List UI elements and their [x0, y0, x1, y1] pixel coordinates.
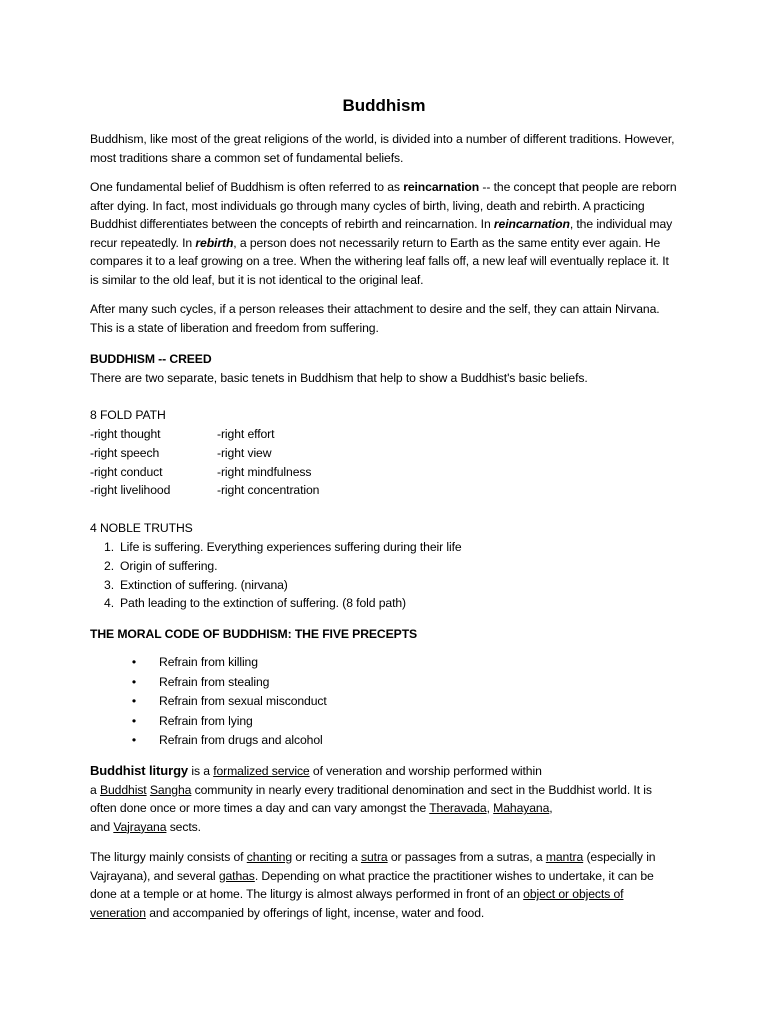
list-item: • Refrain from lying [90, 712, 680, 732]
bullet-icon: • [131, 713, 136, 728]
liturgy-paragraph-1: Buddhist liturgy is a formalized service of veneration and worship performed within a Buddhist Sangha community in nearly every traditional denomination and sect in the Buddhist world. It is often done once or more times a day and can vary amongst the Theravada, Mahayana, and Vajrayana sects. [90, 763, 652, 834]
term-reincarnation: reincarnation [403, 180, 480, 194]
list-item: 2. Origin of suffering. [104, 558, 218, 573]
creed-heading: BUDDHISM -- CREED [90, 352, 212, 366]
term-reincarnation-italic: reincarnation [493, 217, 570, 232]
intro-paragraph-3: After many such cycles, if a person releases their attachment to desire and the self, they can attain Nirvana. This is a state of liberation and freedom from suffering. [90, 302, 660, 335]
link-theravada[interactable]: Theravada [429, 801, 487, 816]
link-sangha[interactable]: Sangha [149, 782, 192, 797]
noble-truths-heading: 4 NOBLE TRUTHS [90, 521, 193, 535]
link-buddhist[interactable]: Buddhist [99, 782, 147, 797]
list-item: • Refrain from sexual misconduct [90, 692, 680, 712]
term-rebirth: rebirth [195, 235, 234, 250]
precepts-section [90, 625, 680, 751]
link-vajrayana[interactable]: Vajrayana [113, 819, 167, 834]
bullet-icon: • [131, 655, 136, 669]
precepts-list [90, 653, 680, 751]
intro-paragraph-1: Buddhism, like most of the great religions of the world, is divided into a number of different traditions. However, most traditions share a common set of fundamental beliefs. [90, 132, 675, 165]
list-item: 4. Path leading to the extinction of suffering. (8 fold path) [104, 596, 406, 611]
link-mahayana[interactable]: Mahayana [493, 801, 550, 816]
bullet-icon: • [131, 674, 136, 689]
link-formalized-service[interactable]: formalized service [213, 764, 310, 778]
precepts-heading: THE MORAL CODE OF BUDDHISM: THE FIVE PRECEPTS [90, 627, 418, 641]
noble-truths-section [90, 519, 680, 613]
creed-section [90, 350, 680, 387]
intro-paragraph-2: One fundamental belief of Buddhism is often referred to as reincarnation -- the concept that people are reborn after dying. In fact, most individuals go through many cycles of birth, living, death and rebirth. A practicing Buddhist differentiates between the concepts of rebirth and reincarnation. In reincarnation, the individual may recur repeatedly. In rebirth, a person does not necessarily return to Earth as the same entity ever again. He compares it to a leaf growing on a tree. When the withering leaf falls off, a new leaf will eventually replace it. It is similar to the old leaf, but it is not identical to the original leaf. [90, 180, 677, 287]
bullet-icon: • [131, 733, 136, 747]
term-buddhist-liturgy: Buddhist liturgy [90, 763, 189, 778]
bullet-icon: • [131, 694, 136, 708]
link-object-of-veneration[interactable]: object or objects of veneration [90, 887, 624, 920]
eight-fold-path-section [90, 406, 680, 500]
path-row: -right livelihood -right concentration [90, 483, 320, 498]
link-sutra[interactable]: sutra [360, 850, 388, 864]
link-chanting[interactable]: chanting [246, 850, 293, 864]
path-row: -right conduct -right mindfulness [90, 464, 312, 479]
path-row: -right speech -right view [90, 445, 272, 460]
list-item: 1. Life is suffering. Everything experiences suffering during their life [104, 540, 462, 554]
noble-truths-list [90, 538, 680, 613]
liturgy-paragraph-2: The liturgy mainly consists of chanting or reciting a sutra or passages from a sutras, a mantra (especially in Vajrayana), and several gathas. Depending on what practice the practitioner wishes to undertake, it can be done at a temple or at home. The liturgy is almost always performed in front of an object or objects of veneration and accompanied by offerings of light, incense, water and food. [90, 850, 656, 920]
list-item: • Refrain from drugs and alcohol [90, 731, 680, 751]
path-row: -right thought -right effort [90, 427, 275, 441]
link-gathas[interactable]: gathas [218, 868, 255, 883]
list-item: • Refrain from killing [90, 653, 680, 673]
link-mantra[interactable]: mantra [545, 850, 584, 864]
eight-fold-path-heading: 8 FOLD PATH [90, 408, 166, 422]
list-item: 3. Extinction of suffering. (nirvana) [104, 577, 288, 592]
page-title: Buddhism [342, 96, 426, 115]
creed-text: There are two separate, basic tenets in Buddhism that help to show a Buddhist's basic beliefs. [90, 370, 588, 385]
list-item: • Refrain from stealing [90, 673, 680, 693]
